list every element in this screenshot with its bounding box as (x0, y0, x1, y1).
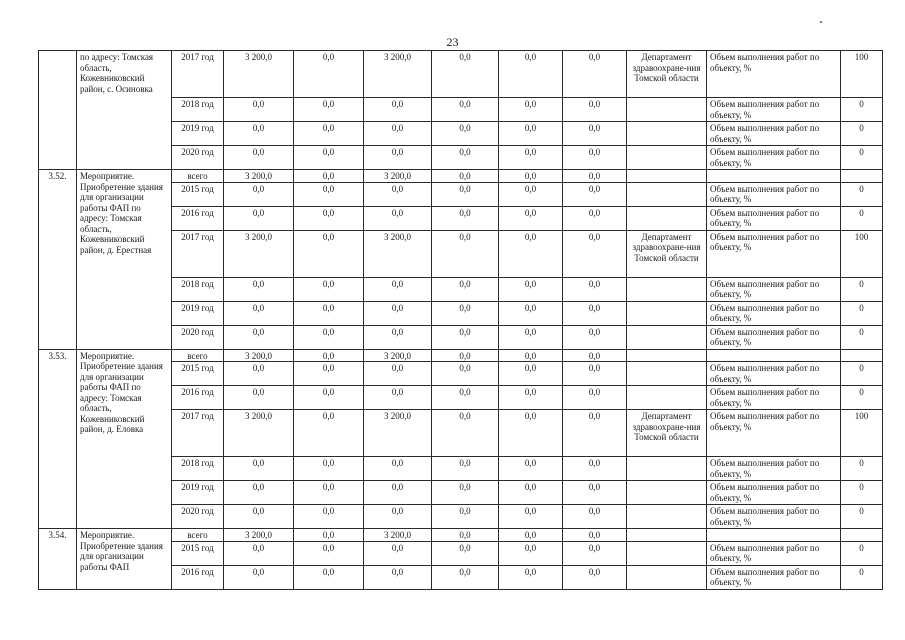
local-budget-cell: 0,0 (432, 51, 499, 98)
year-cell: 2016 год (172, 206, 224, 230)
federal-budget-cell: 0,0 (294, 98, 364, 122)
indicator-cell (707, 349, 841, 362)
activity-description: Мероприятие. Приобретение здания для организации работы ФАП (77, 529, 172, 590)
extrabudgetary-cell: 0,0 (499, 206, 563, 230)
extrabudgetary-cell: 0,0 (499, 457, 563, 481)
total-cell: 3 200,0 (224, 410, 294, 457)
executor-cell (627, 146, 707, 170)
year-cell: 2017 год (172, 230, 224, 277)
federal-budget-cell: 0,0 (294, 565, 364, 589)
year-cell: 2016 год (172, 386, 224, 410)
total-cell: 0,0 (224, 277, 294, 301)
indicator-cell: Объем выполнения работ по объекту, % (707, 230, 841, 277)
indicator-cell: Объем выполнения работ по объекту, % (707, 51, 841, 98)
executor-cell (627, 386, 707, 410)
regional-budget-cell: 3 200,0 (364, 410, 432, 457)
regional-budget-cell: 0,0 (364, 541, 432, 565)
total-cell: 0,0 (224, 386, 294, 410)
other-funding-cell: 0,0 (563, 565, 627, 589)
indicator-value-cell: 0 (841, 301, 883, 325)
indicator-value-cell: 100 (841, 230, 883, 277)
executor-cell: Департамент здравоохране-ния Томской области (627, 230, 707, 277)
federal-budget-cell: 0,0 (294, 457, 364, 481)
local-budget-cell: 0,0 (432, 325, 499, 349)
total-cell: 0,0 (224, 325, 294, 349)
extrabudgetary-cell: 0,0 (499, 505, 563, 529)
year-cell: 2015 год (172, 541, 224, 565)
year-cell: всего (172, 349, 224, 362)
activity-number: 3.52. (39, 170, 77, 350)
indicator-value-cell: 0 (841, 98, 883, 122)
indicator-value-cell: 0 (841, 457, 883, 481)
executor-cell (627, 170, 707, 183)
extrabudgetary-cell: 0,0 (499, 349, 563, 362)
extrabudgetary-cell: 0,0 (499, 98, 563, 122)
extrabudgetary-cell: 0,0 (499, 146, 563, 170)
regional-budget-cell: 0,0 (364, 98, 432, 122)
indicator-cell: Объем выполнения работ по объекту, % (707, 541, 841, 565)
extrabudgetary-cell: 0,0 (499, 410, 563, 457)
other-funding-cell: 0,0 (563, 410, 627, 457)
other-funding-cell: 0,0 (563, 146, 627, 170)
federal-budget-cell: 0,0 (294, 170, 364, 183)
page-number: 23 (446, 35, 459, 49)
total-cell: 0,0 (224, 182, 294, 206)
indicator-value-cell: 0 (841, 505, 883, 529)
year-cell: 2019 год (172, 481, 224, 505)
extrabudgetary-cell: 0,0 (499, 386, 563, 410)
indicator-value-cell (841, 529, 883, 542)
local-budget-cell: 0,0 (432, 349, 499, 362)
year-cell: 2018 год (172, 277, 224, 301)
activity-description: Мероприятие. Приобретение здания для организации работы ФАП по адресу: Томская область, Кожевниковский район, д. Ерестная (77, 170, 172, 350)
indicator-value-cell: 0 (841, 122, 883, 146)
total-cell: 0,0 (224, 481, 294, 505)
other-funding-cell: 0,0 (563, 325, 627, 349)
executor-cell (627, 182, 707, 206)
other-funding-cell: 0,0 (563, 122, 627, 146)
executor-cell (627, 98, 707, 122)
local-budget-cell: 0,0 (432, 481, 499, 505)
local-budget-cell: 0,0 (432, 541, 499, 565)
local-budget-cell: 0,0 (432, 122, 499, 146)
indicator-value-cell: 0 (841, 146, 883, 170)
indicator-cell: Объем выполнения работ по объекту, % (707, 457, 841, 481)
total-cell: 0,0 (224, 505, 294, 529)
total-cell: 0,0 (224, 146, 294, 170)
extrabudgetary-cell: 0,0 (499, 362, 563, 386)
total-cell: 0,0 (224, 122, 294, 146)
local-budget-cell: 0,0 (432, 457, 499, 481)
indicator-cell: Объем выполнения работ по объекту, % (707, 481, 841, 505)
local-budget-cell: 0,0 (432, 386, 499, 410)
executor-cell (627, 325, 707, 349)
regional-budget-cell: 0,0 (364, 362, 432, 386)
regional-budget-cell: 0,0 (364, 277, 432, 301)
executor-cell (627, 362, 707, 386)
regional-budget-cell: 0,0 (364, 301, 432, 325)
program-activities-table (38, 50, 883, 590)
indicator-value-cell (841, 349, 883, 362)
federal-budget-cell: 0,0 (294, 230, 364, 277)
regional-budget-cell: 3 200,0 (364, 51, 432, 98)
indicator-cell: Объем выполнения работ по объекту, % (707, 206, 841, 230)
local-budget-cell: 0,0 (432, 565, 499, 589)
indicator-cell: Объем выполнения работ по объекту, % (707, 301, 841, 325)
year-cell: 2015 год (172, 362, 224, 386)
indicator-value-cell: 0 (841, 206, 883, 230)
activity-number (39, 51, 77, 170)
indicator-value-cell: 0 (841, 182, 883, 206)
table-row (39, 170, 883, 183)
other-funding-cell: 0,0 (563, 51, 627, 98)
regional-budget-cell: 3 200,0 (364, 529, 432, 542)
extrabudgetary-cell: 0,0 (499, 51, 563, 98)
total-cell: 0,0 (224, 206, 294, 230)
extrabudgetary-cell: 0,0 (499, 529, 563, 542)
total-cell: 3 200,0 (224, 51, 294, 98)
federal-budget-cell: 0,0 (294, 541, 364, 565)
activity-number: 3.53. (39, 349, 77, 529)
year-cell: 2020 год (172, 146, 224, 170)
federal-budget-cell: 0,0 (294, 325, 364, 349)
local-budget-cell: 0,0 (432, 529, 499, 542)
activity-description: Мероприятие. Приобретение здания для организации работы ФАП по адресу: Томская область, Кожевниковский район, д. Еловка (77, 349, 172, 529)
indicator-value-cell: 0 (841, 362, 883, 386)
other-funding-cell: 0,0 (563, 277, 627, 301)
year-cell: 2015 год (172, 182, 224, 206)
other-funding-cell: 0,0 (563, 206, 627, 230)
executor-cell: Департамент здравоохране-ния Томской области (627, 410, 707, 457)
other-funding-cell: 0,0 (563, 481, 627, 505)
total-cell: 3 200,0 (224, 230, 294, 277)
indicator-value-cell: 0 (841, 565, 883, 589)
total-cell: 3 200,0 (224, 170, 294, 183)
federal-budget-cell: 0,0 (294, 529, 364, 542)
indicator-cell: Объем выполнения работ по объекту, % (707, 505, 841, 529)
regional-budget-cell: 3 200,0 (364, 349, 432, 362)
local-budget-cell: 0,0 (432, 146, 499, 170)
federal-budget-cell: 0,0 (294, 206, 364, 230)
regional-budget-cell: 0,0 (364, 505, 432, 529)
extrabudgetary-cell: 0,0 (499, 230, 563, 277)
other-funding-cell: 0,0 (563, 349, 627, 362)
regional-budget-cell: 0,0 (364, 122, 432, 146)
local-budget-cell: 0,0 (432, 170, 499, 183)
other-funding-cell: 0,0 (563, 182, 627, 206)
executor-cell (627, 565, 707, 589)
local-budget-cell: 0,0 (432, 98, 499, 122)
federal-budget-cell: 0,0 (294, 51, 364, 98)
indicator-value-cell: 0 (841, 386, 883, 410)
other-funding-cell: 0,0 (563, 362, 627, 386)
indicator-cell: Объем выполнения работ по объекту, % (707, 325, 841, 349)
regional-budget-cell: 0,0 (364, 182, 432, 206)
executor-cell: Департамент здравоохране-ния Томской области (627, 51, 707, 98)
extrabudgetary-cell: 0,0 (499, 170, 563, 183)
regional-budget-cell: 3 200,0 (364, 170, 432, 183)
year-cell: 2018 год (172, 98, 224, 122)
extrabudgetary-cell: 0,0 (499, 325, 563, 349)
table-row (39, 51, 883, 98)
other-funding-cell: 0,0 (563, 541, 627, 565)
indicator-cell: Объем выполнения работ по объекту, % (707, 386, 841, 410)
total-cell: 0,0 (224, 98, 294, 122)
regional-budget-cell: 0,0 (364, 386, 432, 410)
other-funding-cell: 0,0 (563, 230, 627, 277)
regional-budget-cell: 0,0 (364, 325, 432, 349)
other-funding-cell: 0,0 (563, 457, 627, 481)
executor-cell (627, 301, 707, 325)
year-cell: 2016 год (172, 565, 224, 589)
scan-speck (820, 21, 822, 23)
table-body (39, 51, 883, 590)
executor-cell (627, 349, 707, 362)
federal-budget-cell: 0,0 (294, 122, 364, 146)
year-cell: 2019 год (172, 301, 224, 325)
table-row (39, 529, 883, 542)
other-funding-cell: 0,0 (563, 505, 627, 529)
other-funding-cell: 0,0 (563, 170, 627, 183)
extrabudgetary-cell: 0,0 (499, 277, 563, 301)
regional-budget-cell: 0,0 (364, 457, 432, 481)
total-cell: 0,0 (224, 301, 294, 325)
indicator-cell: Объем выполнения работ по объекту, % (707, 182, 841, 206)
indicator-cell: Объем выполнения работ по объекту, % (707, 122, 841, 146)
local-budget-cell: 0,0 (432, 277, 499, 301)
total-cell: 3 200,0 (224, 349, 294, 362)
extrabudgetary-cell: 0,0 (499, 301, 563, 325)
local-budget-cell: 0,0 (432, 362, 499, 386)
federal-budget-cell: 0,0 (294, 301, 364, 325)
local-budget-cell: 0,0 (432, 206, 499, 230)
indicator-value-cell: 0 (841, 325, 883, 349)
total-cell: 0,0 (224, 457, 294, 481)
federal-budget-cell: 0,0 (294, 410, 364, 457)
indicator-value-cell: 0 (841, 277, 883, 301)
year-cell: 2017 год (172, 51, 224, 98)
federal-budget-cell: 0,0 (294, 146, 364, 170)
other-funding-cell: 0,0 (563, 301, 627, 325)
table-row (39, 349, 883, 362)
indicator-value-cell: 100 (841, 410, 883, 457)
other-funding-cell: 0,0 (563, 386, 627, 410)
year-cell: 2018 год (172, 457, 224, 481)
federal-budget-cell: 0,0 (294, 505, 364, 529)
indicator-cell: Объем выполнения работ по объекту, % (707, 277, 841, 301)
indicator-cell (707, 529, 841, 542)
total-cell: 0,0 (224, 541, 294, 565)
federal-budget-cell: 0,0 (294, 277, 364, 301)
local-budget-cell: 0,0 (432, 505, 499, 529)
regional-budget-cell: 0,0 (364, 206, 432, 230)
indicator-cell: Объем выполнения работ по объекту, % (707, 410, 841, 457)
regional-budget-cell: 0,0 (364, 481, 432, 505)
local-budget-cell: 0,0 (432, 182, 499, 206)
federal-budget-cell: 0,0 (294, 349, 364, 362)
year-cell: 2017 год (172, 410, 224, 457)
regional-budget-cell: 0,0 (364, 146, 432, 170)
executor-cell (627, 529, 707, 542)
local-budget-cell: 0,0 (432, 230, 499, 277)
executor-cell (627, 505, 707, 529)
executor-cell (627, 277, 707, 301)
executor-cell (627, 206, 707, 230)
extrabudgetary-cell: 0,0 (499, 122, 563, 146)
indicator-cell: Объем выполнения работ по объекту, % (707, 98, 841, 122)
local-budget-cell: 0,0 (432, 410, 499, 457)
federal-budget-cell: 0,0 (294, 182, 364, 206)
regional-budget-cell: 3 200,0 (364, 230, 432, 277)
executor-cell (627, 541, 707, 565)
year-cell: всего (172, 529, 224, 542)
extrabudgetary-cell: 0,0 (499, 182, 563, 206)
indicator-cell (707, 170, 841, 183)
other-funding-cell: 0,0 (563, 529, 627, 542)
federal-budget-cell: 0,0 (294, 481, 364, 505)
indicator-value-cell: 100 (841, 51, 883, 98)
activity-description: по адресу: Томская область, Кожевниковский район, с. Осиновка (77, 51, 172, 170)
extrabudgetary-cell: 0,0 (499, 541, 563, 565)
year-cell: 2019 год (172, 122, 224, 146)
activity-number: 3.54. (39, 529, 77, 590)
year-cell: 2020 год (172, 325, 224, 349)
extrabudgetary-cell: 0,0 (499, 565, 563, 589)
executor-cell (627, 457, 707, 481)
indicator-cell: Объем выполнения работ по объекту, % (707, 565, 841, 589)
year-cell: всего (172, 170, 224, 183)
extrabudgetary-cell: 0,0 (499, 481, 563, 505)
regional-budget-cell: 0,0 (364, 565, 432, 589)
indicator-value-cell (841, 170, 883, 183)
total-cell: 0,0 (224, 362, 294, 386)
local-budget-cell: 0,0 (432, 301, 499, 325)
other-funding-cell: 0,0 (563, 98, 627, 122)
executor-cell (627, 122, 707, 146)
total-cell: 3 200,0 (224, 529, 294, 542)
indicator-cell: Объем выполнения работ по объекту, % (707, 146, 841, 170)
indicator-cell: Объем выполнения работ по объекту, % (707, 362, 841, 386)
federal-budget-cell: 0,0 (294, 362, 364, 386)
indicator-value-cell: 0 (841, 541, 883, 565)
total-cell: 0,0 (224, 565, 294, 589)
federal-budget-cell: 0,0 (294, 386, 364, 410)
executor-cell (627, 481, 707, 505)
year-cell: 2020 год (172, 505, 224, 529)
indicator-value-cell: 0 (841, 481, 883, 505)
